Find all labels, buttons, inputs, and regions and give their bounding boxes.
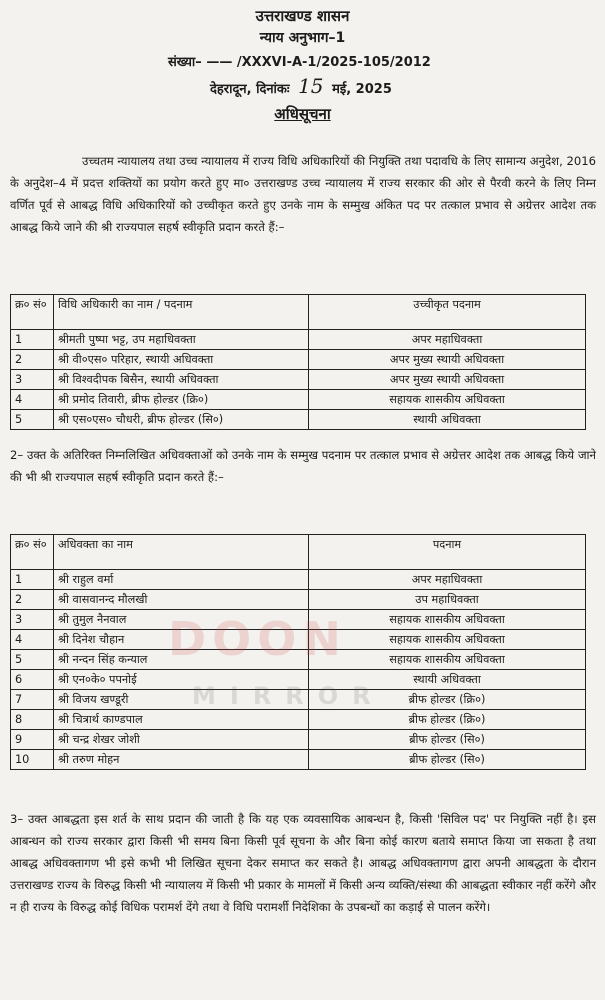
name-cell: श्री तुमुल नैनवाल bbox=[54, 610, 309, 630]
name-cell: श्री विश्वदीपक बिसैन, स्थायी अधिवक्ता bbox=[54, 370, 309, 390]
serial-cell: 6 bbox=[11, 670, 54, 690]
watermark-logo-bottom: MIRROR bbox=[192, 682, 385, 710]
designation-cell: स्थायी अधिवक्ता bbox=[309, 410, 586, 430]
date-suffix: मई, 2025 bbox=[332, 82, 392, 97]
watermark-logo-top: DOON bbox=[168, 612, 347, 666]
table-row bbox=[11, 730, 586, 750]
serial-cell: 5 bbox=[11, 410, 54, 430]
serial-cell: 1 bbox=[11, 570, 54, 590]
paragraph-2: 2– उक्त के अतिरिक्त निम्नलिखित अधिवक्ताओं को उनके नाम के सम्मुख पदनाम पर तत्काल प्रभाव से अग्रेत्तर आदेश तक आबद्ध किये जाने की भी श्री राज्यपाल सहर्ष स्वीकृति प्रदान करते हैं:– bbox=[10, 448, 596, 484]
serial-cell: 3 bbox=[11, 610, 54, 630]
name-cell: श्री चित्रार्थ काण्डपाल bbox=[54, 710, 309, 730]
name-cell: श्रीमती पुष्पा भट्ट, उप महाधिवक्ता bbox=[54, 330, 309, 350]
designation-cell: ब्रीफ होल्डर (सि०) bbox=[309, 750, 586, 770]
designation-cell: सहायक शासकीय अधिवक्ता bbox=[309, 610, 586, 630]
designation-cell: स्थायी अधिवक्ता bbox=[309, 670, 586, 690]
designation-cell: अपर मुख्य स्थायी अधिवक्ता bbox=[309, 350, 586, 370]
table-row bbox=[11, 390, 586, 410]
date-day-handwritten: 15 bbox=[298, 74, 324, 98]
designation-cell: ब्रीफ होल्डर (क्रि०) bbox=[309, 690, 586, 710]
name-cell: श्री एन०के० पपनोई bbox=[54, 670, 309, 690]
serial-cell: 8 bbox=[11, 710, 54, 730]
col-name-header: अधिवक्ता का नाम bbox=[54, 535, 309, 570]
name-cell: श्री तरुण मोहन bbox=[54, 750, 309, 770]
table-row bbox=[11, 630, 586, 650]
table-row bbox=[11, 350, 586, 370]
designation-cell: अपर महाधिवक्ता bbox=[309, 570, 586, 590]
paragraph-1: उच्चतम न्यायालय तथा उच्च न्यायालय में राज्य विधि अधिकारियों की नियुक्ति तथा पदावधि के लिए सामान्य अनुदेश, 2016 के अनुदेश–4 में प्रदत्त शक्तियों का प्रयोग करते हुए मा० उत्तराखण्ड उच्च न्यायालय में राज्य सरकार की ओर से पैरवी करने के लिए निम्न वर्णित पूर्व से आबद्ध विधि अधिकारियों को उच्चीकृत करते हुए उनके नाम के सम्मुख अंकित पद पर तत्काल प्रभाव से अग्रेत्तर आदेश तक आबद्ध किये जाने की श्री राज्यपाल सहर्ष स्वीकृति प्रदान करते हैं:– bbox=[10, 154, 596, 234]
designation-cell: सहायक शासकीय अधिवक्ता bbox=[309, 650, 586, 670]
designation-cell: ब्रीफ होल्डर (सि०) bbox=[309, 730, 586, 750]
name-cell: श्री नन्दन सिंह कन्याल bbox=[54, 650, 309, 670]
name-cell: श्री वासवानन्द मौलखी bbox=[54, 590, 309, 610]
name-cell: श्री राहुल वर्मा bbox=[54, 570, 309, 590]
designation-cell: अपर मुख्य स्थायी अधिवक्ता bbox=[309, 370, 586, 390]
serial-cell: 4 bbox=[11, 390, 54, 410]
table-row bbox=[11, 610, 586, 630]
name-cell: श्री एस०एस० चौधरी, ब्रीफ होल्डर (सि०) bbox=[54, 410, 309, 430]
table-header-row bbox=[11, 295, 586, 330]
date-prefix: देहरादून, दिनांकः bbox=[210, 82, 290, 97]
col-serial-header: क्र० सं० bbox=[11, 295, 54, 330]
designation-cell: उप महाधिवक्ता bbox=[309, 590, 586, 610]
designation-cell: सहायक शासकीय अधिवक्ता bbox=[309, 390, 586, 410]
paragraph-3: 3– उक्त आबद्धता इस शर्त के साथ प्रदान की जाती है कि यह एक व्यवसायिक आबन्धन है, किसी 'सिविल पद' पर नियुक्ति नहीं है। इस आबन्धन को राज्य सरकार द्वारा किसी भी समय बिना किसी पूर्व सूचना के और बिना कोई कारण बताये समाप्त किया जा सकता है तथा आबद्ध अधिवक्तागण भी इसे कभी भी लिखित सूचना देकर समाप्त कर सकते है। आबद्ध अधिवक्तागण द्वारा अपनी आबद्धता के दौरान उत्तराखण्ड राज्य के विरुद्ध किसी भी न्यायालय में किसी भी प्रकार के मामलों में किसी अन्य व्यक्ति/संस्था की आबद्धता स्वीकार नहीं करेंगे और न ही राज्य के विरुद्ध कोई विधिक परामर्श देंगे तथा वे विधि परामर्शी निदेशिका के उपबन्धों का कड़ाई से पालन करेंगे। bbox=[10, 812, 596, 914]
department-section: न्याय अनुभाग–1 bbox=[259, 30, 346, 46]
serial-cell: 3 bbox=[11, 370, 54, 390]
government-name: उत्तराखण्ड शासन bbox=[255, 7, 350, 25]
table-row bbox=[11, 670, 586, 690]
table-row bbox=[11, 410, 586, 430]
table-row bbox=[11, 590, 586, 610]
place-date bbox=[210, 74, 392, 98]
col-designation-header: उच्चीकृत पदनाम bbox=[309, 295, 586, 330]
table-row bbox=[11, 650, 586, 670]
designation-cell: ब्रीफ होल्डर (क्रि०) bbox=[309, 710, 586, 730]
name-cell: श्री दिनेश चौहान bbox=[54, 630, 309, 650]
table-row bbox=[11, 690, 586, 710]
serial-cell: 5 bbox=[11, 650, 54, 670]
table-row bbox=[11, 570, 586, 590]
serial-cell: 4 bbox=[11, 630, 54, 650]
table-row bbox=[11, 710, 586, 730]
name-cell: श्री प्रमोद तिवारी, ब्रीफ होल्डर (क्रि०) bbox=[54, 390, 309, 410]
notification-title: अधिसूचना bbox=[274, 105, 331, 123]
serial-cell: 10 bbox=[11, 750, 54, 770]
name-cell: श्री चन्द्र शेखर जोशी bbox=[54, 730, 309, 750]
serial-cell: 1 bbox=[11, 330, 54, 350]
table-header-row bbox=[11, 535, 586, 570]
serial-cell: 2 bbox=[11, 590, 54, 610]
serial-cell: 2 bbox=[11, 350, 54, 370]
upgraded-officers-table bbox=[10, 294, 586, 430]
col-serial-header: क्र० सं० bbox=[11, 535, 54, 570]
table-row bbox=[11, 370, 586, 390]
table-row bbox=[11, 750, 586, 770]
col-name-header: विधि अधिकारी का नाम / पदनाम bbox=[54, 295, 309, 330]
name-cell: श्री वी०एस० परिहार, स्थायी अधिवक्ता bbox=[54, 350, 309, 370]
table-row bbox=[11, 330, 586, 350]
serial-cell: 9 bbox=[11, 730, 54, 750]
new-advocates-table bbox=[10, 534, 586, 770]
name-cell: श्री विजय खण्डूरी bbox=[54, 690, 309, 710]
designation-cell: अपर महाधिवक्ता bbox=[309, 330, 586, 350]
serial-cell: 7 bbox=[11, 690, 54, 710]
col-designation-header: पदनाम bbox=[309, 535, 586, 570]
designation-cell: सहायक शासकीय अधिवक्ता bbox=[309, 630, 586, 650]
reference-number: संख्या– —— /XXXVI-A-1/2025-105/2012 bbox=[168, 55, 431, 70]
